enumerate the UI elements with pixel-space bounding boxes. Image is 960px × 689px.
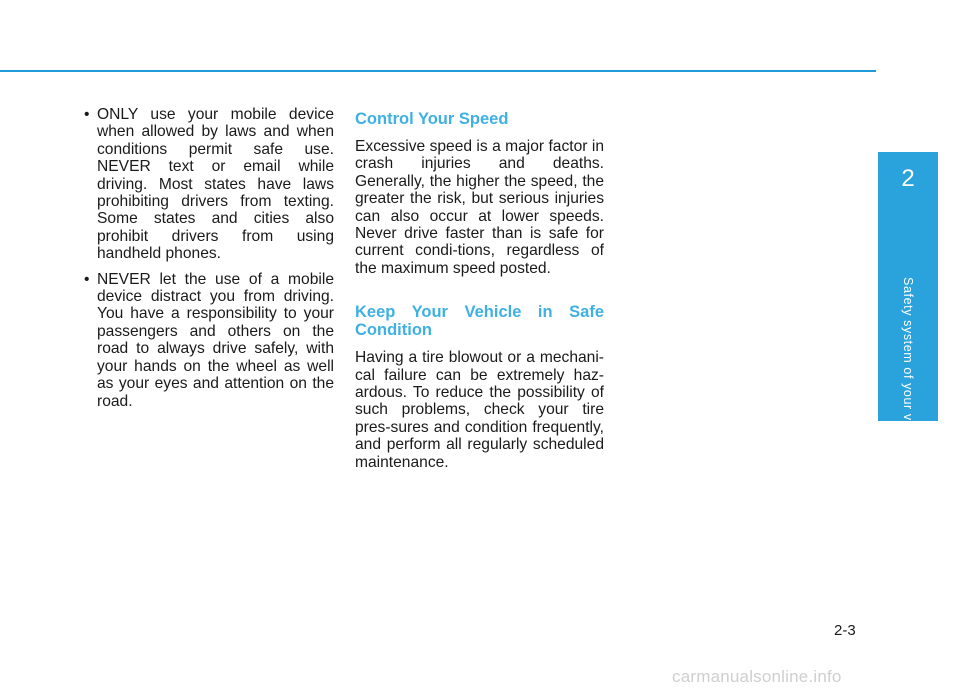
chapter-tab <box>878 152 938 457</box>
page-number: 2-3 <box>834 622 856 639</box>
chapter-title: Safety system of your vehicle <box>901 277 915 457</box>
chapter-number: 2 <box>901 165 915 192</box>
bullet-item-mobile-use: • ONLY use your mobile device when allowed by laws and when conditions permit safe use. NEVER text or email while driving. Most states have laws prohibiting drivers from texting. Some states and cities also prohibit drivers from using handheld phones. <box>80 106 334 263</box>
left-column <box>80 106 334 418</box>
middle-column <box>355 110 604 471</box>
watermark: carmanualsonline.info <box>672 667 842 686</box>
bullet-item-distraction: • NEVER let the use of a mobile device distract you from driving. You have a responsibility to your passengers and others on the road to always drive safely, with your hands on the wheel as well as your eyes and attention on the road. <box>80 271 334 410</box>
bullet-list <box>80 106 334 410</box>
section-body-speed: Excessive speed is a major factor in crash injuries and deaths. Generally, the higher the speed, the greater the risk, but serious injuries can also occur at lower speeds. Never drive faster than is safe for current condi-tions, regardless of the maximum speed posted. <box>355 138 604 277</box>
section-heading-speed: Control Your Speed <box>355 110 509 128</box>
header-rule <box>0 70 876 72</box>
section-body-vehicle-condition: Having a tire blowout or a mechani-cal failure can be extremely haz-ardous. To reduce the possibility of such problems, check your tire pres-sures and condition frequently, and perform all regularly scheduled maintenance. <box>355 349 604 471</box>
section-heading-vehicle-condition: Keep Your Vehicle in Safe Condition <box>355 303 604 340</box>
